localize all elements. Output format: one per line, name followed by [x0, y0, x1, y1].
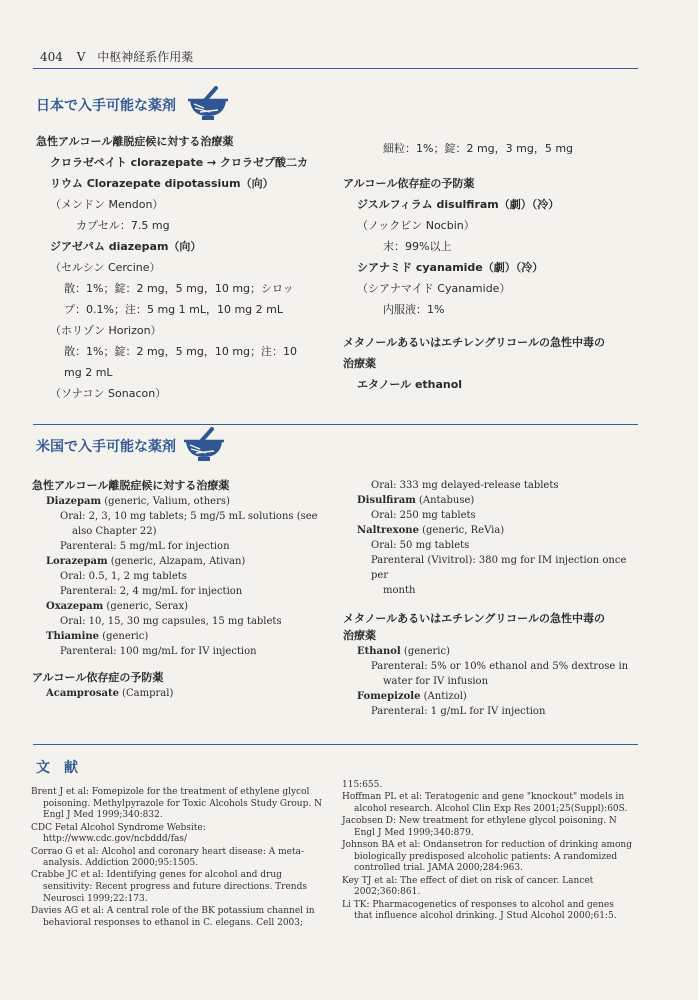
drug-line: 散：1%；錠：2 mg，5 mg，10 mg；注：10 [64, 345, 298, 358]
drug-line: Parenteral (Vivitrol): 380 mg for IM injection once per [371, 555, 627, 581]
header-rule [33, 68, 638, 69]
usa-left-column [32, 477, 344, 701]
drug-line: Disulfiram (Antabuse) [357, 495, 475, 506]
drug-line: ジアゼパム diazepam（向） [50, 240, 202, 253]
drug-line: Naltrexone (generic, ReVia) [357, 525, 505, 536]
drug-line: Ethanol (generic) [357, 646, 450, 657]
section-heading: メタノールあるいはエチレングリコールの急性中毒の [343, 336, 605, 349]
drug-line: Parenteral: 2, 4 mg/mL for injection [60, 586, 243, 597]
usa-section-title: 米国で入手可能な薬剤 [36, 439, 176, 455]
drug-line: 散：1%；錠：2 mg，5 mg，10 mg；シロッ [64, 282, 294, 295]
references-left [31, 787, 323, 930]
japan-right-column [343, 138, 643, 395]
chapter-title: 中枢神経系作用薬 [97, 50, 194, 64]
drug-line: （セルシン Cercine） [50, 261, 161, 274]
drug-line: Parenteral: 1 g/mL for IV injection [371, 706, 546, 717]
drug-line: ジスルフィラム disulfiram（劇）（冷） [357, 198, 560, 211]
running-header [40, 48, 193, 65]
reference-entry: 115:655. [342, 780, 383, 790]
reference-entry: Key TJ et al: The effect of diet on risk of cancer. Lancet 2002;360:861. [342, 875, 594, 898]
drug-line: Acamprosate (Campral) [46, 688, 174, 699]
drug-line: Thiamine (generic) [46, 631, 149, 642]
drug-line: （ホリゾン Horizon） [50, 324, 162, 337]
drug-line: エタノール ethanol [357, 378, 463, 391]
section-heading: 急性アルコール離脱症候に対する治療薬 [32, 479, 230, 492]
drug-line: クロラゼペイト clorazepate → クロラゼプ酸二カ [50, 156, 309, 169]
drug-line: 細粒：1%；錠：2 mg，3 mg，5 mg [383, 142, 574, 155]
section-divider [33, 424, 638, 425]
section-heading: アルコール依存症の予防薬 [32, 671, 164, 684]
drug-line: Oral: 10, 15, 30 mg capsules, 15 mg tablets [60, 616, 282, 627]
section-heading: 治療薬 [343, 357, 376, 370]
reference-entry: Brent J et al: Fomepizole for the treatment of ethylene glycol poisoning. Methylpyrazole for Toxic Alcohols Study Group. N Engl J Med 1999;340:832. [31, 787, 322, 821]
volume-label: V [76, 50, 86, 64]
drug-line: シアナミド cyanamide（劇）（冷） [357, 261, 544, 274]
drug-line: （シアナマイド Cyanamide） [357, 282, 511, 295]
references-title: 文献 [36, 760, 92, 776]
page-number: 404 [40, 50, 63, 64]
reference-entry: Crabbe JC et al: Identifying genes for alcohol and drug sensitivity: Recent progress and future directions. Trends Neurosci 1999;22:173. [31, 870, 307, 904]
section-heading: アルコール依存症の予防薬 [343, 177, 475, 190]
drug-line: （ソナコン Sonacon） [50, 387, 167, 400]
drug-line: Oral: 2, 3, 10 mg tablets; 5 mg/5 mL solutions (see [60, 511, 318, 522]
mortar-pestle-icon [186, 86, 230, 122]
drug-line: リウム Clorazepate dipotassium（向） [50, 177, 274, 190]
drug-line: also Chapter 22) [72, 526, 157, 537]
drug-line: Oral: 50 mg tablets [371, 540, 470, 551]
drug-line: Oral: 250 mg tablets [371, 510, 476, 521]
usa-right-column [343, 478, 643, 719]
drug-line: Parenteral: 5 mg/mL for injection [60, 541, 230, 552]
reference-entry: CDC Fetal Alcohol Syndrome Website: http://www.cdc.gov/ncbddd/fas/ [31, 822, 206, 845]
drug-line: Oral: 0.5, 1, 2 mg tablets [60, 571, 187, 582]
drug-line: Parenteral: 100 mg/mL for IV injection [60, 646, 257, 657]
section-heading: 急性アルコール離脱症候に対する治療薬 [36, 135, 234, 148]
drug-line: 内服液：1% [383, 303, 445, 316]
reference-entry: Corrao G et al: Alcohol and coronary heart disease: A meta-analysis. Addiction 2000;95:1505. [31, 846, 305, 869]
drug-line: （ノックビン Nocbin） [357, 219, 475, 232]
drug-line: （メンドン Mendon） [50, 198, 164, 211]
drug-line: water for IV infusion [383, 676, 489, 687]
drug-line: Fomepizole (Antizol) [357, 691, 467, 702]
drug-line: month [383, 585, 416, 596]
reference-entry: Johnson BA et al: Ondansetron for reduction of drinking among biologically predisposed alcoholic patients: A randomized controlled trial. JAMA 2000;284:963. [342, 840, 632, 874]
drug-line: カプセル：7.5 mg [76, 219, 170, 232]
section-heading: 治療薬 [343, 629, 376, 642]
drug-line: Parenteral: 5% or 10% ethanol and 5% dextrose in [371, 661, 629, 672]
reference-entry: Li TK: Pharmacogenetics of responses to alcohol and genes that influence alcohol drinking. J Stud Alcohol 2000;61:5. [342, 899, 617, 922]
drug-line: プ：0.1%；注：5 mg 1 mL，10 mg 2 mL [64, 303, 284, 316]
reference-entry: Jacobsen D: New treatment for ethylene glycol poisoning. N Engl J Med 1999;340:879. [342, 816, 617, 838]
drug-line: Lorazepam (generic, Alzapam, Ativan) [46, 556, 246, 567]
drug-line: Oxazepam (generic, Serax) [46, 601, 188, 612]
drug-line: mg 2 mL [64, 366, 113, 379]
drug-line: Diazepam (generic, Valium, others) [46, 496, 230, 507]
reference-entry: Davies AG et al: A central role of the BK potassium channel in behavioral responses to ethanol in C. elegans. Cell 2003; [31, 906, 315, 928]
section-heading: メタノールあるいはエチレングリコールの急性中毒の [343, 612, 605, 625]
drug-line: Oral: 333 mg delayed-release tablets [371, 480, 559, 491]
references-right [342, 780, 632, 923]
japan-left-column [36, 131, 336, 404]
japan-section-title: 日本で入手可能な薬剤 [36, 98, 176, 114]
references-rule [33, 744, 638, 745]
drug-line: 末：99%以上 [383, 240, 452, 253]
reference-entry: Hoffman PL et al: Teratogenic and gene "knockout" models in alcohol research. Alcohol Clin Exp Res 2001;25(Suppl):60S. [342, 792, 628, 814]
mortar-pestle-icon [182, 427, 226, 463]
